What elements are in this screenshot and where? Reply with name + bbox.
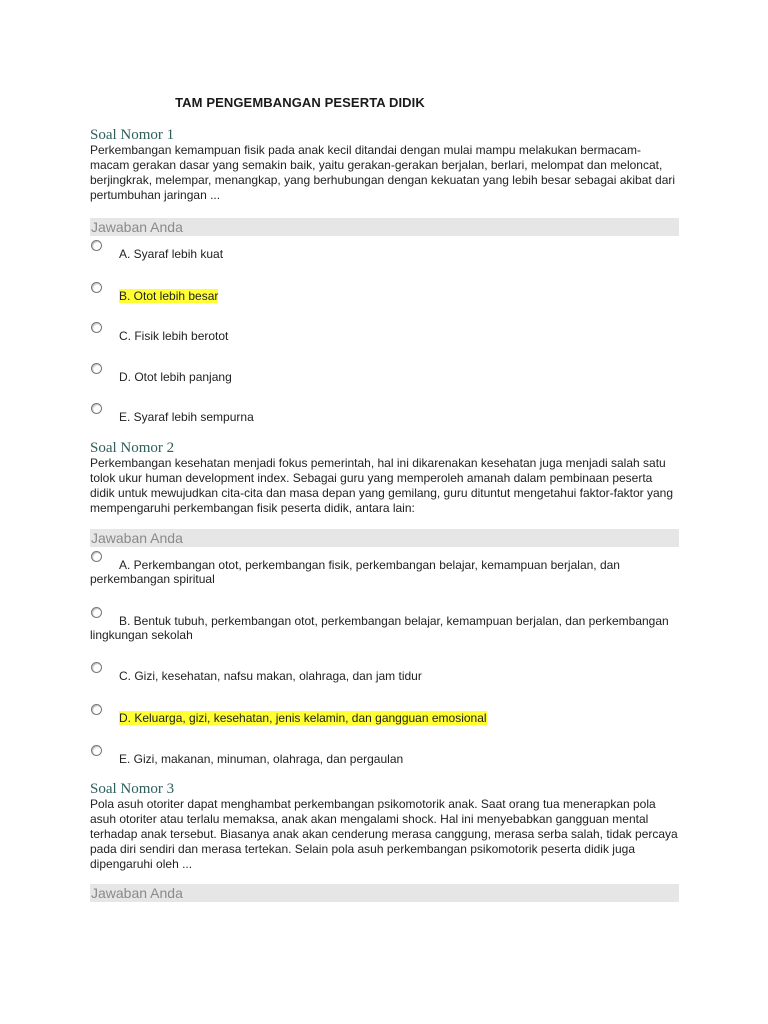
question-text: Perkembangan kemampuan fisik pada anak kecil ditandai dengan mulai mampu melakukan bermacam-macam gerakan dasar yang semakin baik, yaitu gerakan-gerakan berjalan, berlari, melompat dan meloncat, berjingkrak, melempar, menangkap, yang berhubungan dengan kekuatan yang lebih besar sebagai akibat dari pertumbuhan jaringan ... [90, 143, 676, 202]
question-text: Pola asuh otoriter dapat menghambat perkembangan psikomotorik anak. Saat orang tua menerapkan pola asuh otoriter atau terlalu memaksa, anak akan mengalami shock. Hal ini menyebabkan gangguan mental terhadap anak tersebut. Biasanya anak akan cenderung merasa canggung, merasa serba salah, tidak percaya pada diri sendiri dan merasa tertekan. Selain pola asuh perkembangan psikomotorik peserta didik juga dipengaruhi oleh ... [90, 797, 678, 871]
radio-button-icon[interactable] [91, 403, 102, 414]
highlighted-answer: B. Otot lebih besar [119, 289, 219, 303]
option-2d[interactable] [90, 711, 678, 725]
option-label: A. Syaraf lebih kuat [119, 247, 224, 261]
question-1 [90, 127, 678, 203]
question-2 [90, 440, 678, 516]
option-1a[interactable] [90, 247, 678, 261]
radio-button-icon[interactable] [91, 662, 102, 673]
radio-button-icon[interactable] [91, 322, 102, 333]
question-heading: Soal Nomor 2 [90, 440, 175, 456]
radio-button-icon[interactable] [91, 551, 102, 562]
option-1d[interactable] [90, 370, 678, 384]
question-3 [90, 781, 678, 872]
answer-bar: Jawaban Anda [90, 529, 679, 547]
option-label: E. Syaraf lebih sempurna [119, 410, 254, 424]
radio-button-icon[interactable] [91, 745, 102, 756]
option-label [90, 289, 678, 303]
radio-button-icon[interactable] [91, 607, 102, 618]
option-1c[interactable] [90, 329, 678, 343]
option-1e[interactable] [90, 410, 678, 424]
option-2e[interactable] [90, 752, 678, 766]
option-2c[interactable] [90, 669, 678, 683]
option-1b[interactable] [90, 289, 678, 303]
option-2a[interactable] [90, 558, 678, 586]
radio-button-icon[interactable] [91, 363, 102, 374]
radio-button-icon[interactable] [91, 282, 102, 293]
option-label: A. Perkembangan otot, perkembangan fisik, perkembangan belajar, kemampuan berjalan, dan perkembangan spiritual [90, 558, 620, 586]
option-label: E. Gizi, makanan, minuman, olahraga, dan pergaulan [119, 752, 404, 766]
option-label: B. Bentuk tubuh, perkembangan otot, perkembangan belajar, kemampuan berjalan, dan perkembangan lingkungan sekolah [90, 614, 669, 642]
question-heading: Soal Nomor 3 [90, 781, 175, 797]
option-2b[interactable] [90, 614, 678, 642]
answer-bar: Jawaban Anda [90, 884, 679, 902]
radio-button-icon[interactable] [91, 704, 102, 715]
question-text: Perkembangan kesehatan menjadi fokus pemerintah, hal ini dikarenakan kesehatan juga menjadi salah satu tolok ukur human development index. Sebagai guru yang memperoleh amanah dalam pembinaan peserta didik untuk mewujudkan cita-cita dan masa depan yang gemilang, guru dituntut mengetahui faktor-faktor yang mempengaruhi perkembangan fisik peserta didik, antara lain: [90, 456, 674, 515]
question-heading: Soal Nomor 1 [90, 127, 175, 143]
option-label: C. Gizi, kesehatan, nafsu makan, olahraga, dan jam tidur [119, 669, 422, 683]
highlighted-answer: D. Keluarga, gizi, kesehatan, jenis kelamin, dan gangguan emosional [119, 711, 487, 725]
option-label [90, 711, 678, 725]
option-label: D. Otot lebih panjang [119, 370, 232, 384]
document-title: TAM PENGEMBANGAN PESERTA DIDIK [175, 95, 425, 110]
radio-button-icon[interactable] [91, 240, 102, 251]
answer-bar: Jawaban Anda [90, 218, 679, 236]
option-label: C. Fisik lebih berotot [119, 329, 229, 343]
